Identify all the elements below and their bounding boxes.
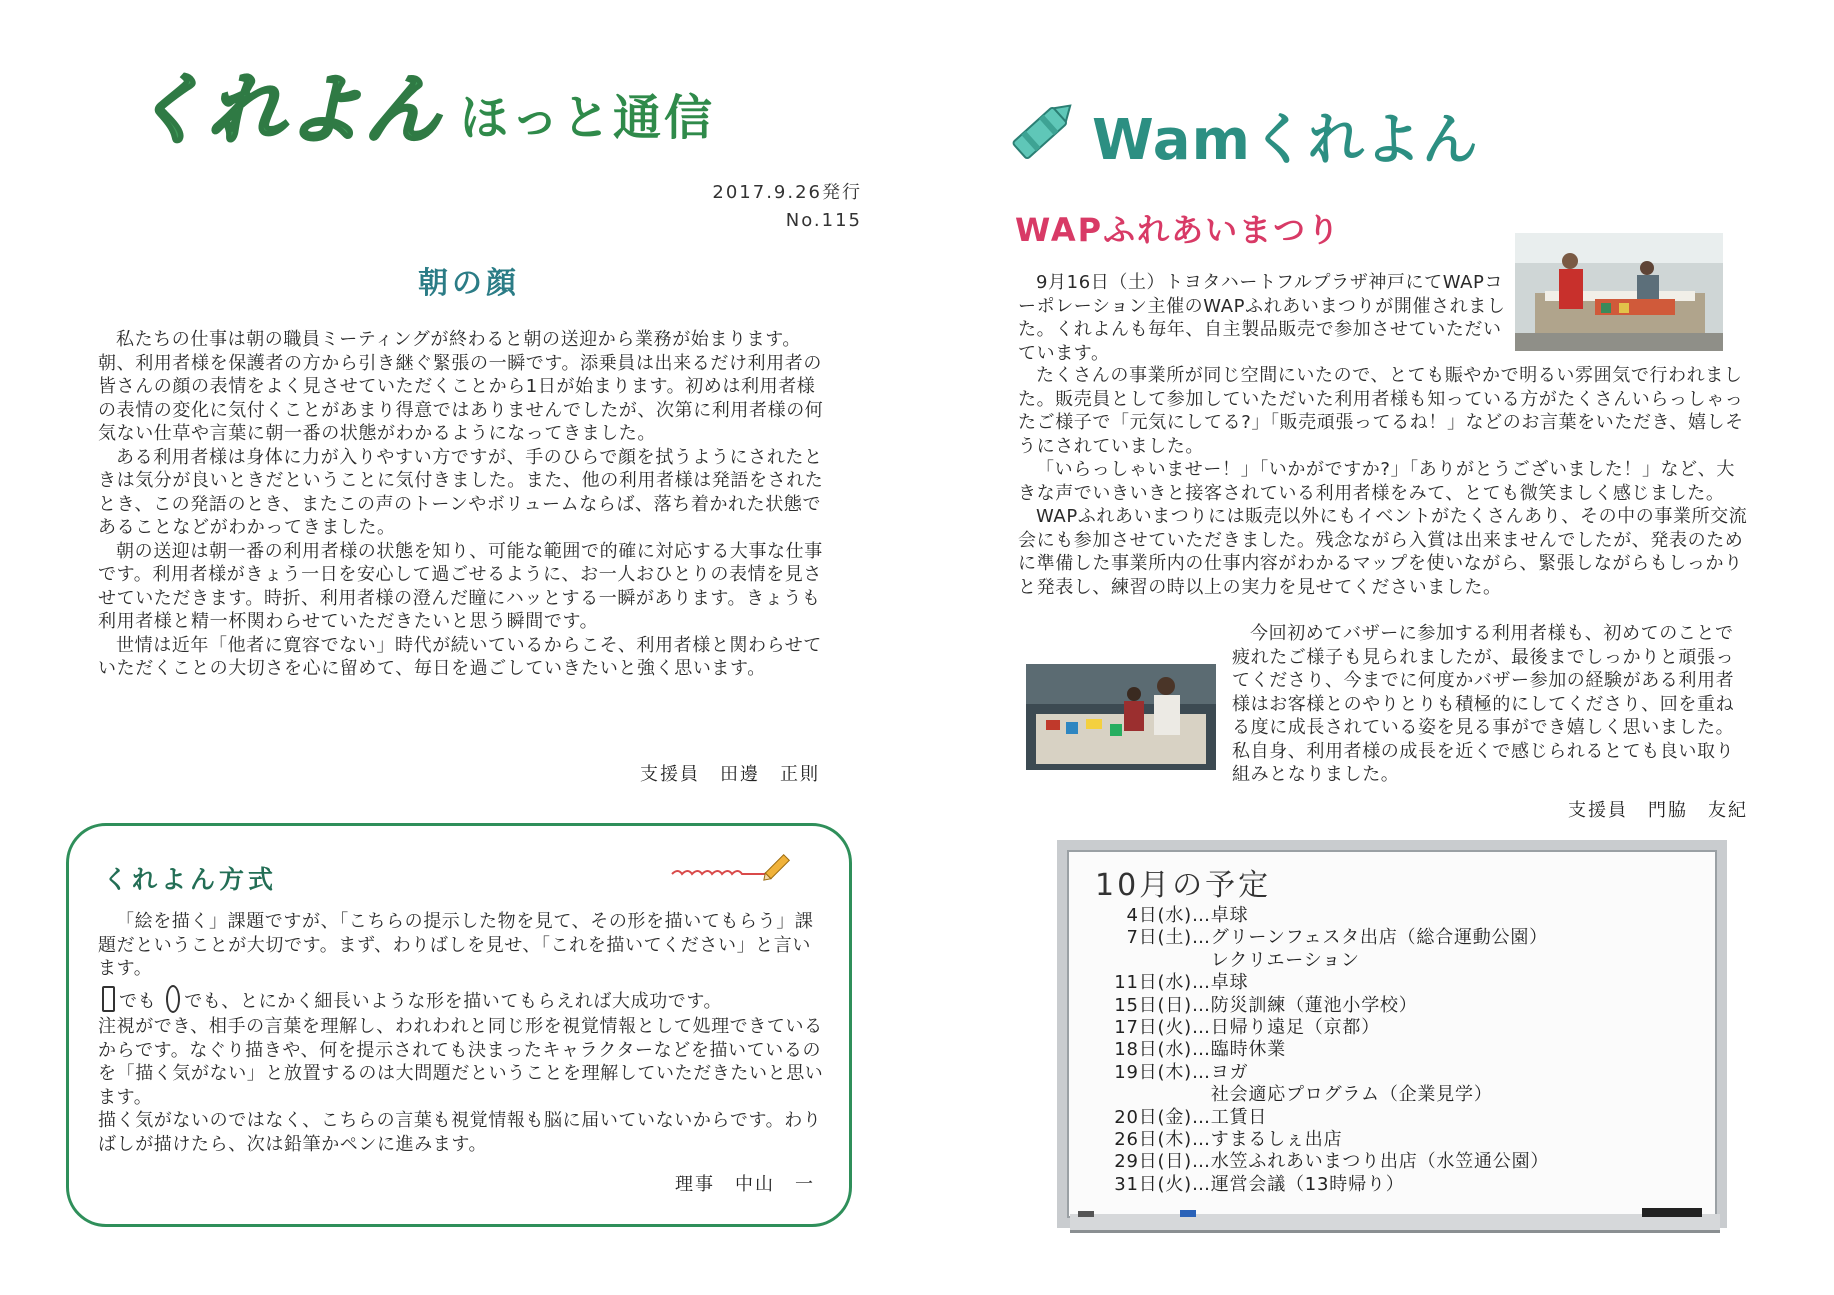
schedule-date: [1080, 950, 1192, 972]
method-paragraph: 注視ができ、相手の言葉を理解し、われわれと同じ形を視覚情報として処理できているからです。なぐり描きや、何を提示されても決まったキャラクターなどを描いているのを「描く気がない」と放置するのは大問題だということを理解していただきたいと思います。: [98, 1016, 824, 1108]
schedule-date: 15日(日): [1114, 994, 1192, 1016]
wap-paragraph-2: たくさんの事業所が同じ空間にいたので、とても賑やかで明るい雰囲気で行われました。販売員として参加していただいた利用者様も知っている方がたくさんいらっしゃったご様子で「元気にしてる?」「販売頑張ってるね！」などのお言葉をいただき、嬉しそうにされていました。: [1018, 365, 1744, 457]
whiteboard-tray: [1070, 1214, 1720, 1233]
schedule-text: …卓球: [1192, 905, 1249, 926]
schedule-text: …防災訓練（蓮池小学校）: [1192, 994, 1418, 1016]
wap-paragraph-1: 9月16日（土）トヨタハートフルプラザ神戸にてWAPコーポレーション主催のWAPふれあいまつりが開催されました。くれよんも毎年、自主製品販売で参加させていただいています。: [1018, 272, 1506, 364]
schedule-item: [1080, 1017, 1549, 1039]
schedule-item: [1080, 1107, 1549, 1129]
issue-date: 2017.9.26発行: [712, 182, 862, 203]
issue-number: No.115: [785, 210, 862, 231]
pencil-scribble-icon: [668, 852, 794, 882]
festival-photo-2: [1026, 664, 1216, 770]
method-article: [98, 910, 828, 1156]
schedule-date: 26日(木): [1114, 1129, 1192, 1151]
schedule-item: [1080, 950, 1549, 972]
schedule-text: 社会適応プログラム（企業見学）: [1192, 1084, 1493, 1106]
schedule-date: 7日(土): [1126, 927, 1192, 949]
article-paragraph: 朝の送迎は朝一番の利用者様の状態を知り、可能な範囲で的確に対応する大事な仕事です。利用者様がきょう一日を安心して過ごせるように、お一人おひとりの表情を見させていただきます。時折、利用者様の澄んだ瞳にハッとする一瞬があります。きょうも利用者様と精一杯関わらせていただきたいと思う瞬間です。: [98, 540, 823, 632]
schedule-date: 19日(木): [1114, 1061, 1192, 1083]
blue-magnet-icon: [1180, 1210, 1196, 1217]
schedule-date: 29日(日): [1114, 1151, 1192, 1173]
schedule-date: 17日(火): [1114, 1017, 1192, 1039]
schedule-item: [1080, 1084, 1549, 1106]
schedule-date: 11日(水): [1114, 972, 1192, 994]
schedule-item: [1080, 1039, 1549, 1061]
wap-paragraph-4: WAPふれあいまつりには販売以外にもイベントがたくさんあり、その中の事業所交流会にも参加させていただきました。残念ながら入賞は出来ませんでしたが、発表のために準備した事業所内の仕事内容がわかるマップを使いながら、緊張しながらもしっかりと発表し、練習の時以上の実力を見せてくださいました。: [1018, 506, 1748, 598]
schedule-item: [1080, 927, 1549, 949]
schedule-item: [1080, 1151, 1549, 1173]
schedule-text: …運営会議（13時帰り）: [1192, 1173, 1405, 1195]
title-sub: ほっと通信: [460, 90, 716, 146]
method-paragraph: 描く気がないのではなく、こちらの言葉も視覚情報も脳に届いていないからです。わりばしが描けたら、次は鉛筆かペンに進みます。: [98, 1110, 822, 1155]
schedule-text: …日帰り遠足（京都）: [1192, 1017, 1380, 1039]
article-paragraph: 私たちの仕事は朝の職員ミーティングが終わると朝の送迎から業務が始まります。朝、利用者様を保護者の方から引き継ぐ緊張の一瞬です。添乗員は出来るだけ利用者の皆さんの顔の表情をよく見させていただくことから1日が始まります。初めは利用者様の表情の変化に気付くことがあまり得意ではありませんでしたが、次第に利用者様の何気ない仕草や言葉に朝一番の状態がわかるようになってきました。: [98, 329, 824, 444]
newsletter-title: [130, 58, 715, 158]
method-signature: 理事 中山 一: [675, 1174, 815, 1195]
schedule-item: [1080, 905, 1549, 927]
schedule-item: [1080, 1062, 1549, 1084]
method-heading: くれよん方式: [103, 865, 278, 894]
eraser-icon: [1642, 1208, 1702, 1217]
festival-photo-1: [1515, 233, 1723, 351]
schedule-date: 31日(火): [1114, 1173, 1192, 1195]
schedule-item: [1080, 972, 1549, 994]
morning-face-article: [98, 328, 828, 681]
morning-face-heading: 朝の顔: [418, 266, 520, 301]
wap-heading: WAPふれあいまつり: [1015, 211, 1342, 249]
wap-article-bottom: [1232, 622, 1752, 787]
schedule-text: …グリーンフェスタ出店（総合運動公園）: [1192, 927, 1548, 949]
schedule-text: …ヨガ: [1192, 1061, 1249, 1083]
rectangle-shape-icon: [102, 986, 115, 1012]
schedule-text: …水笠ふれあいまつり出店（水笠通公園）: [1192, 1151, 1550, 1173]
oval-shape-icon: [166, 985, 180, 1013]
method-shape-line: [98, 985, 828, 1014]
schedule-text: …臨時休業: [1192, 1039, 1286, 1061]
schedule-date: 20日(金): [1114, 1106, 1192, 1128]
schedule-date: 18日(水): [1114, 1039, 1192, 1061]
wap-paragraph-3: 「いらっしゃいませー！」「いかがですか?」「ありがとうございました！」など、大きな声でいきいきと接客されている利用者様をみて、とても微笑ましく感じました。: [1018, 459, 1735, 504]
schedule-item: [1080, 995, 1549, 1017]
shape-success-text: でも、とにかく細長いような形を描いてもらえれば大成功です。: [184, 990, 723, 1012]
morning-face-signature: 支援員 田邊 正則: [640, 764, 820, 785]
title-main: くれよん: [130, 65, 442, 154]
schedule-item: [1080, 1174, 1549, 1196]
schedule-item: [1080, 1129, 1549, 1151]
method-paragraph: 「絵を描く」課題ですが、「こちらの提示した物を見て、その形を描いてもらう」課題だということが大切です。まず、わりばしを見せ、「これを描いてください」と言います。: [98, 911, 814, 979]
schedule-text: …卓球: [1192, 972, 1249, 994]
wap-article: [1018, 364, 1748, 599]
schedule-list: [1080, 905, 1549, 1196]
article-paragraph: 世情は近年「他者に寛容でない」時代が続いているからこそ、利用者様と関わらせていただくことの大切さを心に留めて、毎日を過ごしていきたいと強く思います。: [98, 634, 822, 679]
schedule-text: レクリエーション: [1192, 949, 1360, 971]
schedule-text: …すまるしぇ出店: [1192, 1129, 1343, 1151]
crayon-icon: [1002, 90, 1082, 172]
wap-paragraph: [1018, 271, 1518, 365]
wam-title: Wamくれよん: [1092, 108, 1479, 173]
schedule-text: …工賃日: [1192, 1106, 1268, 1128]
marker-icon: [1078, 1211, 1094, 1217]
article-paragraph: ある利用者様は身体に力が入りやすい方ですが、手のひらで顔を拭うようにされたときは気分が良いときだということに気付きました。また、他の利用者様は発語をされたとき、この発語のとき、またこの声のトーンやボリュームならば、落ち着かれた状態であることなどがわかってきました。: [98, 446, 824, 538]
schedule-date: 4日(水): [1126, 905, 1192, 926]
wap-signature: 支援員 門脇 友紀: [1568, 800, 1748, 821]
wap-paragraph-5: 今回初めてバザーに参加する利用者様も、初めてのことで疲れたご様子も見られましたが、最後までしっかりと頑張ってくださり、今までに何度かバザー参加の経験がある利用者様はお客様とのやりとりも積極的にしてくださり、回を重ねる度に成長されている姿を見る事ができ嬉しく思いました。私自身、利用者様の成長を近くで感じられるとても良い取り組みとなりました。: [1232, 623, 1735, 785]
schedule-title: 10月の予定: [1095, 868, 1272, 903]
shape-de-label: でも: [119, 990, 157, 1012]
schedule-date: [1080, 1084, 1192, 1106]
